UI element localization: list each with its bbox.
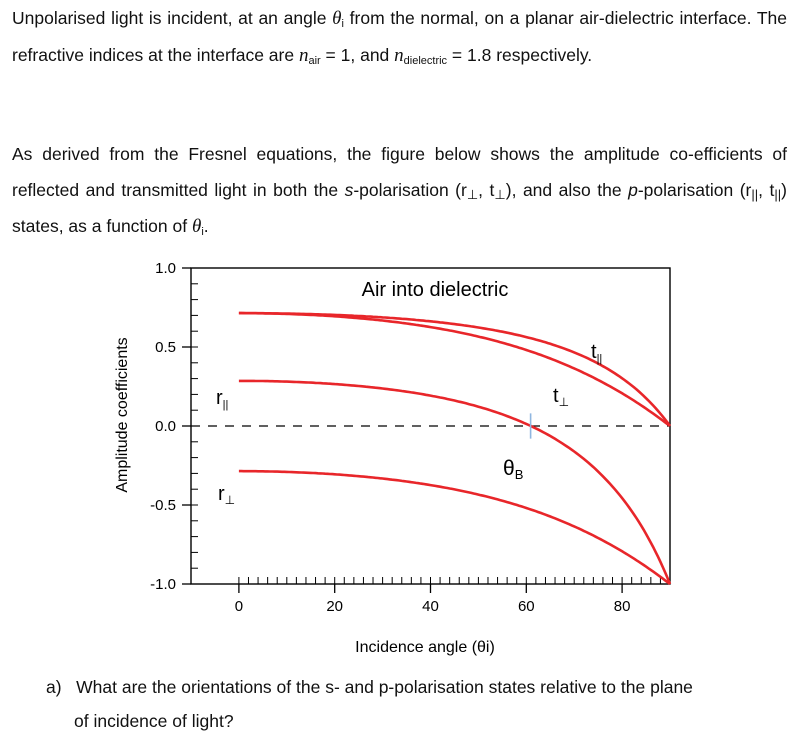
y-axis-label: Amplitude coefficients bbox=[114, 337, 131, 493]
perp-subscript: ⊥ bbox=[494, 187, 506, 202]
label-r-perp: $r_\perp$ bbox=[218, 483, 236, 507]
s-label: s bbox=[344, 180, 354, 200]
y-tick-label: 0.0 bbox=[155, 418, 176, 435]
x-tick-label: 60 bbox=[517, 598, 535, 615]
intro-text: = 1.8 respectively. bbox=[447, 45, 593, 65]
n-air-symbol: n bbox=[298, 45, 309, 66]
theta-symbol: θ bbox=[191, 216, 202, 237]
n-air-subscript: air bbox=[308, 55, 321, 67]
curve-t-perp bbox=[239, 313, 670, 426]
curve-t-par bbox=[239, 313, 670, 426]
x-tick-label: 20 bbox=[326, 598, 344, 615]
label-t-perp: $t_\perp$ bbox=[553, 385, 570, 409]
question-text: of incidence of light? bbox=[74, 711, 234, 731]
question-a bbox=[46, 670, 806, 738]
y-tick-label: 1.0 bbox=[155, 260, 176, 277]
n-dielectric-subscript: dielectric bbox=[403, 55, 448, 67]
fresnel-text: ) states, as a function of bbox=[12, 180, 787, 236]
fresnel-text: , t bbox=[758, 180, 775, 200]
fresnel-text: As derived from the Fresnel equations, the figure below shows the amplitude co-efficients of reflected and transmitted light in both the bbox=[12, 144, 787, 200]
fresnel-text: , t bbox=[478, 180, 495, 200]
y-tick-label: -0.5 bbox=[150, 497, 176, 514]
parallel-subscript: || bbox=[751, 187, 759, 202]
curve-r-par bbox=[239, 381, 670, 584]
y-tick-label: -1.0 bbox=[150, 576, 176, 593]
theta-subscript: i bbox=[341, 18, 344, 30]
question-marker: a) bbox=[46, 677, 62, 697]
perp-subscript: ⊥ bbox=[466, 187, 479, 202]
p-label: p bbox=[628, 180, 638, 200]
fresnel-paragraph bbox=[12, 136, 787, 245]
x-axis-label: Incidence angle (θi) bbox=[355, 639, 495, 656]
intro-text: from the normal, on a planar air-dielectric interface. The refractive indices at the interface are bbox=[12, 8, 787, 65]
x-tick-label: 80 bbox=[613, 598, 631, 615]
curve-r-perp bbox=[239, 471, 670, 584]
y-tick-label: 0.5 bbox=[155, 339, 176, 356]
brewster-label: θB bbox=[503, 457, 524, 482]
intro-paragraph bbox=[12, 0, 787, 74]
question-text: What are the orientations of the s- and p-polarisation states relative to the plane bbox=[76, 677, 693, 697]
n-dielectric-symbol: n bbox=[394, 45, 404, 66]
fresnel-text: -polarisation (r bbox=[637, 180, 752, 200]
fresnel-text: -polarisation (r bbox=[353, 180, 467, 200]
fresnel-text: . bbox=[203, 216, 209, 236]
label-t-parallel: $t_{||}$ bbox=[591, 341, 603, 365]
chart-title: Air into dielectric bbox=[361, 279, 509, 301]
intro-text: Unpolarised light is incident, at an angle bbox=[12, 8, 333, 28]
theta-subscript: i bbox=[201, 226, 204, 238]
fresnel-text: ), and also the bbox=[505, 180, 629, 200]
fresnel-chart bbox=[0, 240, 811, 665]
parallel-subscript: || bbox=[774, 187, 782, 202]
theta-symbol: θ bbox=[332, 8, 342, 29]
intro-text: = 1, and bbox=[320, 45, 395, 65]
label-r-parallel: $r_{||}$ bbox=[216, 387, 229, 411]
x-tick-label: 40 bbox=[422, 598, 439, 615]
x-tick-label: 0 bbox=[234, 598, 244, 615]
